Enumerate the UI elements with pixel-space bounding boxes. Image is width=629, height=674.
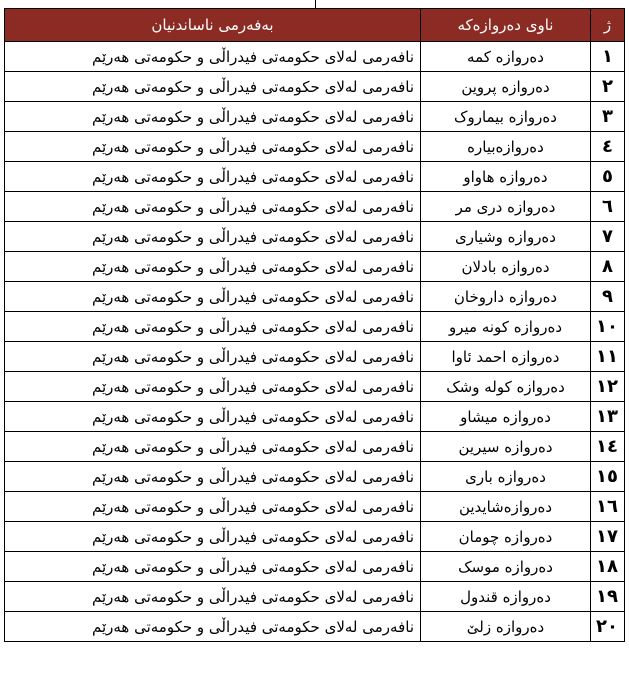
row-crossing-name: دەروازە چومان: [421, 522, 591, 552]
row-official-status: نافەرمی لەلای حکومەتی فیدراڵی و حکومەتی هەرێم: [5, 42, 421, 72]
row-crossing-name: دەروازە میشاو: [421, 402, 591, 432]
row-crossing-name: دەروازە زلێ: [421, 612, 591, 642]
row-official-status: نافەرمی لەلای حکومەتی فیدراڵی و حکومەتی هەرێم: [5, 612, 421, 642]
row-official-status: نافەرمی لەلای حکومەتی فیدراڵی و حکومەتی هەرێم: [5, 522, 421, 552]
table-row: [5, 282, 625, 312]
row-crossing-name: دەروازە وشیاری: [421, 222, 591, 252]
row-official-status: نافەرمی لەلای حکومەتی فیدراڵی و حکومەتی هەرێم: [5, 282, 421, 312]
row-crossing-name: دەروازە احمد ئاوا: [421, 342, 591, 372]
row-crossing-name: دەروازە داروخان: [421, 282, 591, 312]
row-number: ٦: [591, 192, 625, 222]
table-row: [5, 522, 625, 552]
row-crossing-name: دەروازە کولە وشک: [421, 372, 591, 402]
row-number: ١٦: [591, 492, 625, 522]
row-number: ٨: [591, 252, 625, 282]
page-top-rule: [315, 0, 316, 8]
table-row: [5, 42, 625, 72]
row-crossing-name: دەروازە باری: [421, 462, 591, 492]
row-official-status: نافەرمی لەلای حکومەتی فیدراڵی و حکومەتی هەرێم: [5, 372, 421, 402]
row-number: ٧: [591, 222, 625, 252]
row-number: ١٧: [591, 522, 625, 552]
row-crossing-name: دەروازە موسک: [421, 552, 591, 582]
row-number: ٢: [591, 72, 625, 102]
row-official-status: نافەرمی لەلای حکومەتی فیدراڵی و حکومەتی هەرێم: [5, 252, 421, 282]
row-official-status: نافەرمی لەلای حکومەتی فیدراڵی و حکومەتی هەرێم: [5, 72, 421, 102]
header-crossing-name: ناوی دەروازەکە: [421, 9, 591, 42]
row-crossing-name: دەروازە بیماروک: [421, 102, 591, 132]
row-official-status: نافەرمی لەلای حکومەتی فیدراڵی و حکومەتی هەرێم: [5, 132, 421, 162]
row-official-status: نافەرمی لەلای حکومەتی فیدراڵی و حکومەتی هەرێم: [5, 162, 421, 192]
table-row: [5, 102, 625, 132]
row-number: ٤: [591, 132, 625, 162]
row-crossing-name: دەروازە قندول: [421, 582, 591, 612]
row-crossing-name: دەروازە کونە میرو: [421, 312, 591, 342]
row-crossing-name: دەروازەشایدین: [421, 492, 591, 522]
row-official-status: نافەرمی لەلای حکومەتی فیدراڵی و حکومەتی هەرێم: [5, 582, 421, 612]
row-official-status: نافەرمی لەلای حکومەتی فیدراڵی و حکومەتی هەرێم: [5, 192, 421, 222]
row-number: ٣: [591, 102, 625, 132]
table-body: [5, 42, 625, 642]
row-number: ١٣: [591, 402, 625, 432]
row-crossing-name: دەروازە پروین: [421, 72, 591, 102]
row-crossing-name: دەروازە سیرین: [421, 432, 591, 462]
table-row: [5, 342, 625, 372]
row-official-status: نافەرمی لەلای حکومەتی فیدراڵی و حکومەتی هەرێم: [5, 552, 421, 582]
row-number: ١١: [591, 342, 625, 372]
row-number: ٥: [591, 162, 625, 192]
row-crossing-name: دەروازە هاواو: [421, 162, 591, 192]
row-official-status: نافەرمی لەلای حکومەتی فیدراڵی و حکومەتی هەرێم: [5, 462, 421, 492]
row-crossing-name: دەروازە کمە: [421, 42, 591, 72]
row-official-status: نافەرمی لەلای حکومەتی فیدراڵی و حکومەتی هەرێم: [5, 432, 421, 462]
table-row: [5, 552, 625, 582]
border-crossings-table: [4, 8, 625, 642]
table-row: [5, 492, 625, 522]
table-row: [5, 222, 625, 252]
row-number: ١٨: [591, 552, 625, 582]
table-row: [5, 132, 625, 162]
row-number: ١٠: [591, 312, 625, 342]
table-row: [5, 432, 625, 462]
row-official-status: نافەرمی لەلای حکومەتی فیدراڵی و حکومەتی هەرێم: [5, 222, 421, 252]
header-row: [5, 9, 625, 42]
table-row: [5, 162, 625, 192]
row-number: ١٢: [591, 372, 625, 402]
row-official-status: نافەرمی لەلای حکومەتی فیدراڵی و حکومەتی هەرێم: [5, 342, 421, 372]
row-number: ١٩: [591, 582, 625, 612]
header-official-status: بەفەرمی ناساندنیان: [5, 9, 421, 42]
row-number: ٩: [591, 282, 625, 312]
row-crossing-name: دەروازە بادلان: [421, 252, 591, 282]
row-official-status: نافەرمی لەلای حکومەتی فیدراڵی و حکومەتی هەرێم: [5, 312, 421, 342]
table-row: [5, 462, 625, 492]
table-row: [5, 192, 625, 222]
row-official-status: نافەرمی لەلای حکومەتی فیدراڵی و حکومەتی هەرێم: [5, 402, 421, 432]
row-crossing-name: دەروازە دری مر: [421, 192, 591, 222]
row-number: ١٥: [591, 462, 625, 492]
table-row: [5, 612, 625, 642]
table-row: [5, 72, 625, 102]
row-official-status: نافەرمی لەلای حکومەتی فیدراڵی و حکومەتی هەرێم: [5, 492, 421, 522]
table-row: [5, 252, 625, 282]
row-number: ١٤: [591, 432, 625, 462]
row-crossing-name: دەروازەبیارە: [421, 132, 591, 162]
row-official-status: نافەرمی لەلای حکومەتی فیدراڵی و حکومەتی هەرێم: [5, 102, 421, 132]
row-number: ٢٠: [591, 612, 625, 642]
table-row: [5, 402, 625, 432]
table-row: [5, 582, 625, 612]
table-row: [5, 312, 625, 342]
table-header: [5, 9, 625, 42]
row-number: ١: [591, 42, 625, 72]
header-number: ژ: [591, 9, 625, 42]
table-row: [5, 372, 625, 402]
